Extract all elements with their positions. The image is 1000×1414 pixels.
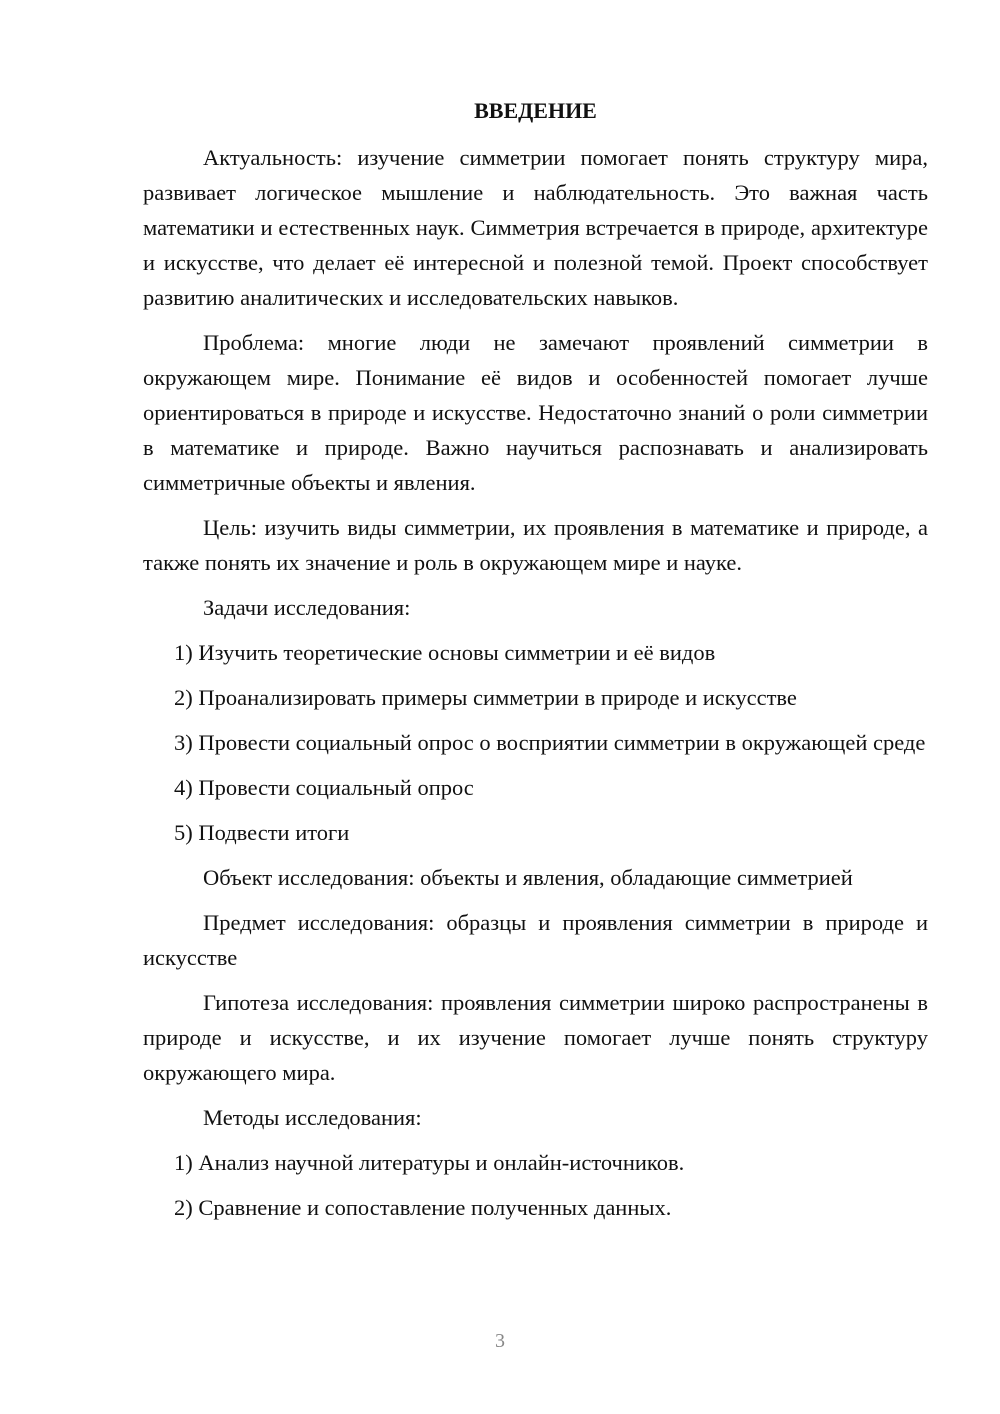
task-item: 3) Провести социальный опрос о восприятии симметрии в окружающей среде	[174, 730, 926, 755]
method-item: 1) Анализ научной литературы и онлайн-источников.	[174, 1150, 685, 1175]
task-item: 5) Подвести итоги	[174, 820, 350, 845]
task-item: 4) Провести социальный опрос	[174, 775, 474, 800]
task-item: 1) Изучить теоретические основы симметрии и её видов	[174, 640, 716, 665]
hypothesis-paragraph: Гипотеза исследования: проявления симметрии широко распространены в природе и искусстве, и их изучение помогает лучше понять структуру окружающего мира.	[143, 990, 928, 1085]
problem-paragraph: Проблема: многие люди не замечают проявлений симметрии в окружающем мире. Понимание её видов и особенностей помогает лучше ориентироваться в природе и искусстве. Недостаточно знаний о роли симметрии в математике и природе. Важно научиться распознавать и анализировать симметричные объекты и явления.	[143, 330, 928, 495]
page-heading: ВВЕДЕНИЕ	[474, 98, 597, 123]
page-number: 3	[495, 1330, 505, 1352]
methods-title: Методы исследования:	[203, 1105, 422, 1130]
method-item: 2) Сравнение и сопоставление полученных данных.	[174, 1195, 672, 1220]
task-item: 2) Проанализировать примеры симметрии в природе и искусстве	[174, 685, 797, 710]
relevance-paragraph: Актуальность: изучение симметрии помогает понять структуру мира, развивает логическое мышление и наблюдательность. Это важная часть математики и естественных наук. Симметрия встречается в природе, архитектуре и искусстве, что делает её интересной и полезной темой. Проект способствует развитию аналитических и исследовательских навыков.	[143, 145, 928, 310]
subject-paragraph: Предмет исследования: образцы и проявления симметрии в природе и искусстве	[143, 910, 928, 970]
goal-paragraph: Цель: изучить виды симметрии, их проявления в математике и природе, а также понять их значение и роль в окружающем мире и науке.	[143, 515, 928, 575]
object-paragraph: Объект исследования: объекты и явления, обладающие симметрией	[203, 865, 853, 890]
tasks-title: Задачи исследования:	[203, 595, 411, 620]
document-page	[143, 94, 928, 1235]
